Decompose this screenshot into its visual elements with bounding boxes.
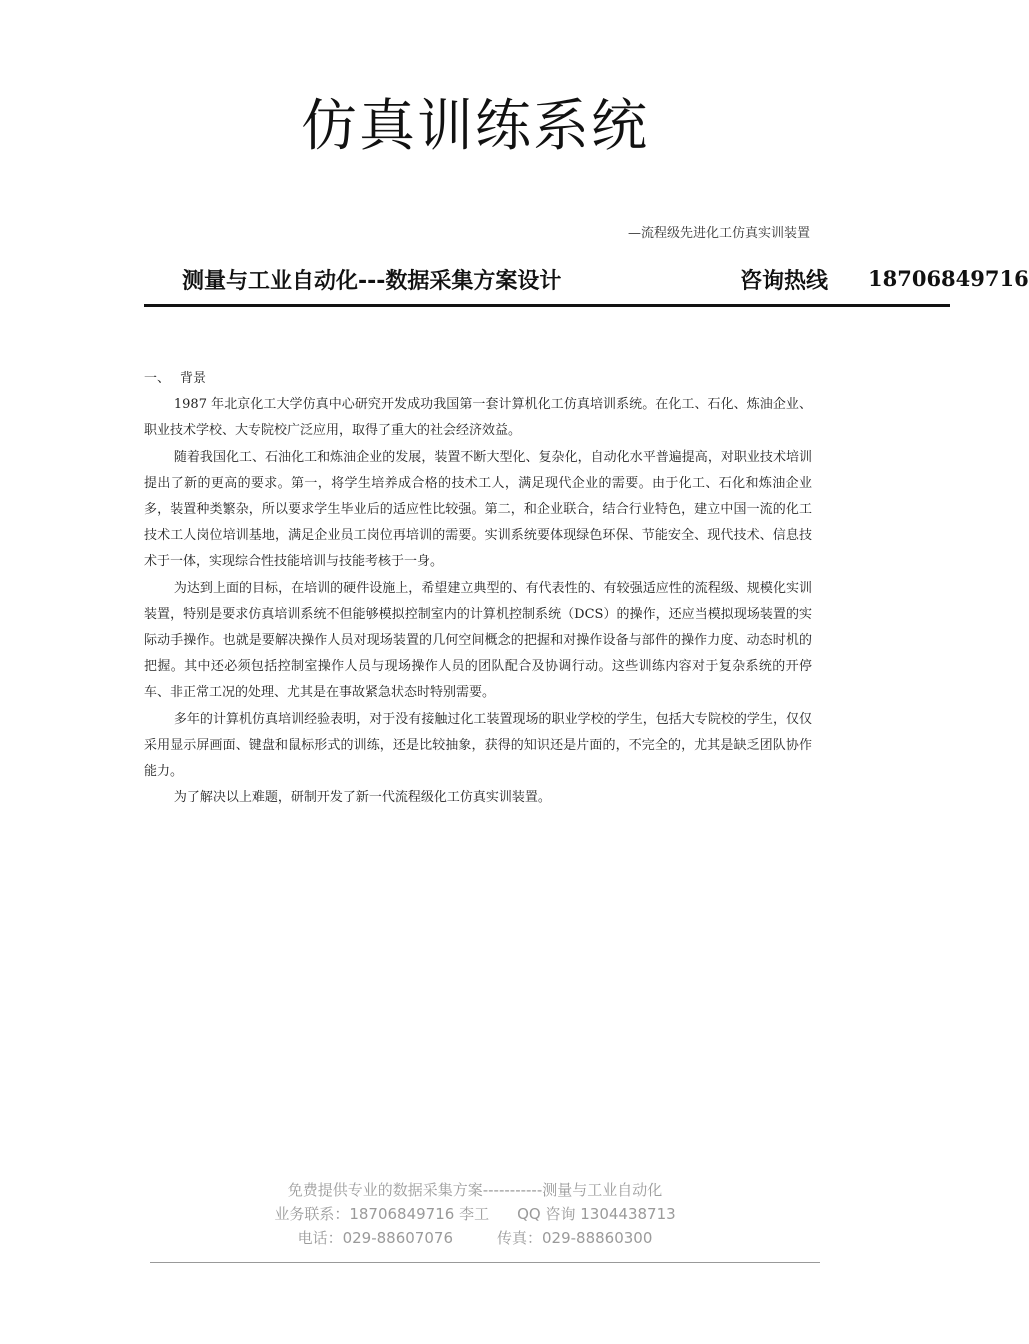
banner-title: 测量与工业自动化---数据采集方案设计	[182, 269, 562, 294]
footer-divider	[150, 1262, 820, 1263]
paragraph: 为达到上面的目标，在培训的硬件设施上，希望建立典型的、有代表性的、有较强适应性的流程级、规模化实训装置，特别是要求仿真培训系统不但能够模拟控制室内的计算机控制系统（DCS）的操作，还应当模拟现场装置的实际动手操作。也就是要解决操作人员对现场装置的几何空间概念的把握和对操作设备与部件的操作力度、动态时机的把握。其中还必须包括控制室操作人员与现场操作人员的团队配合及协调行动。这些训练内容对于复杂系统的开停车、非正常工况的处理、尤其是在事故紧急状态时特别需要。	[144, 580, 812, 701]
paragraph: 1987 年北京化工大学仿真中心研究开发成功我国第一套计算机化工仿真培训系统。在化工、石化、炼油企业、职业技术学校、大专院校广泛应用，取得了重大的社会经济效益。	[144, 397, 812, 439]
document-subtitle: —流程级先进化工仿真实训装置	[627, 226, 810, 241]
document-body	[144, 366, 812, 811]
footer-phone: 电话：029-88607076	[297, 1229, 453, 1247]
footer-phone-line	[0, 1226, 950, 1250]
hotline-label: 咨询热线	[740, 269, 829, 294]
paragraph: 随着我国化工、石油化工和炼油企业的发展，装置不断大型化、复杂化，自动化水平普遍提高，对职业技术培训提出了新的更高的要求。第一，将学生培养成合格的技术工人，满足现代企业的需要。由于化工、石化和炼油企业多，装置种类繁杂，所以要求学生毕业后的适应性比较强。第二，和企业联合，结合行业特色，建立中国一流的化工技术工人岗位培训基地，满足企业员工岗位再培训的需要。实训系统要体现绿色环保、节能安全、现代技术、信息技术于一体，实现综合性技能培训与技能考核于一身。	[144, 449, 812, 570]
hotline-phone: 18706849716	[868, 266, 1029, 291]
section-number: 一、	[144, 371, 171, 386]
document-title: 仿真训练系统	[301, 94, 649, 159]
footer-business-contact: 业务联系：18706849716 李工	[274, 1205, 490, 1223]
section-title: 背景	[180, 371, 207, 386]
page-footer	[0, 1178, 950, 1250]
footer-contact-line	[0, 1202, 950, 1226]
footer-qq-contact: QQ 咨询 1304438713	[517, 1205, 676, 1223]
section-heading	[144, 366, 812, 392]
footer-slogan: 免费提供专业的数据采集方案-----------测量与工业自动化	[287, 1181, 663, 1199]
header-banner	[144, 260, 1029, 307]
paragraph: 多年的计算机仿真培训经验表明，对于没有接触过化工装置现场的职业学校的学生，包括大专院校的学生，仅仅采用显示屏画面、键盘和鼠标形式的训练，还是比较抽象，获得的知识还是片面的，不完全的，尤其是缺乏团队协作能力。	[144, 711, 812, 780]
footer-fax: 传真：029-88860300	[497, 1229, 653, 1247]
paragraph: 为了解决以上难题，研制开发了新一代流程级化工仿真实训装置。	[173, 790, 551, 806]
